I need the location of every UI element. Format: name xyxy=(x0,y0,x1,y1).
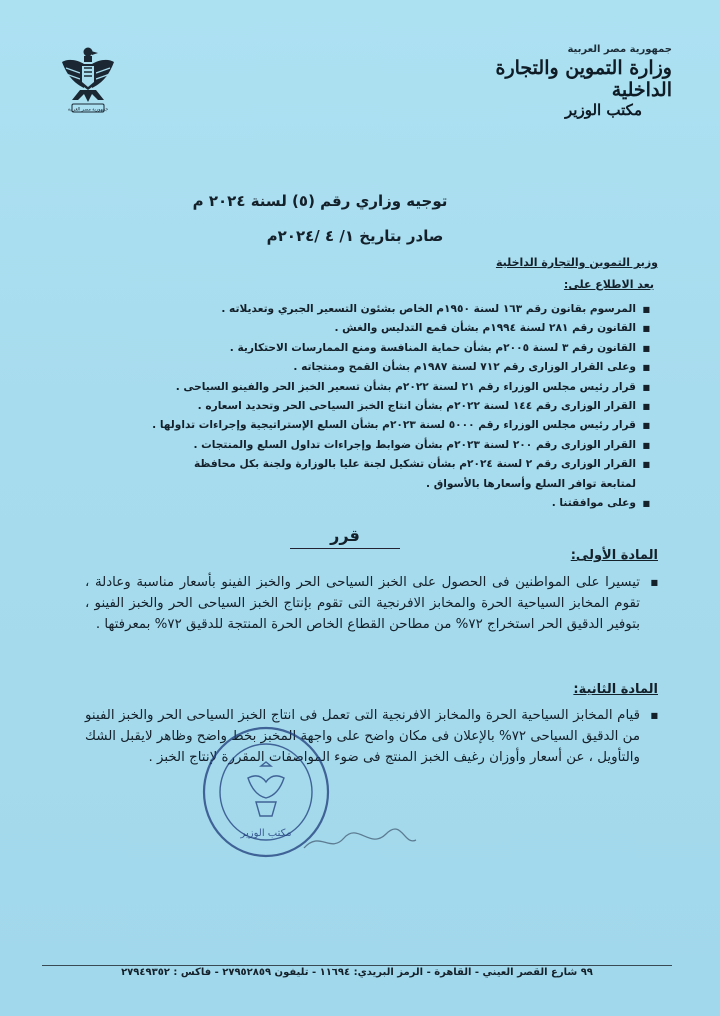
reference-item: ■ القرار الوزارى رقم ٢٠٠ لسنة ٢٠٢٣م بشأن ضوابط وإجراءات تداول السلع والمنتجات . xyxy=(90,436,650,455)
reference-item-continuation: لمتابعة توافر السلع وأسعارها بالأسواق . xyxy=(426,477,636,490)
signature-icon xyxy=(300,820,420,860)
article-2-bullet-icon: ■ xyxy=(650,711,658,720)
eagle-emblem-icon xyxy=(58,44,118,118)
reference-item: ■ وعلى موافقتنا . xyxy=(90,494,650,513)
reference-item: ■ القرار الوزارى رقم ١٤٤ لسنة ٢٠٢٢م بشأن انتاج الخبز السياحى الحر وتحديد اسعاره . xyxy=(90,397,650,416)
ministry-name: وزارة التموين والتجارة الداخلية xyxy=(495,57,672,101)
emblem-ribbon-text: جمهورية مصر العربية xyxy=(67,107,109,113)
article-1-title: المادة الأولى: xyxy=(570,548,658,563)
minister-heading: وزير التموين والتجارة الداخلية xyxy=(495,256,658,269)
directive-title: توجيه وزاري رقم (٥) لسنة ٢٠٢٤ م xyxy=(192,192,448,210)
reference-item: ■ القانون رقم ٣ لسنة ٢٠٠٥م بشأن حماية المنافسة ومنع الممارسات الاحتكارية . xyxy=(90,339,650,358)
references-list xyxy=(90,300,650,513)
reference-item: ■ قرار رئيس مجلس الوزراء رقم ٥٠٠٠ لسنة ٢٠٢٣م بشأن السلع الإستراتيجية وإجراءات تداولها . xyxy=(90,416,650,435)
reference-item: ■ قرار رئيس مجلس الوزراء رقم ٢١ لسنة ٢٠٢٢م بشأن تسعير الخبز الحر والفينو السياحى . xyxy=(90,378,650,397)
office-name: مكتب الوزير xyxy=(565,101,642,119)
article-2-body: قيام المخابز السياحية الحرة والمخابز الافرنجية التى تعمل فى انتاج الخبز السياحى الحر والخبز الفينو من الدقيق السياحى ٧٢% بالإعلان فى مكان واضح على واجهة المخبز بخط واضح وظاهر لايقبل الشك والتأويل ، عن أسعار وأوزان رغيف الخبز المنتج فى ضوء المواصفات المقررة لإنتاج الخبز . xyxy=(85,708,640,765)
issue-date: صادر بتاريخ ١/ ٤ /٢٠٢٤م xyxy=(266,227,444,245)
stamp-text: مكتب الوزير xyxy=(240,828,292,839)
article-2-title: المادة الثانية: xyxy=(573,682,658,697)
article-1-body: تيسيرا على المواطنين فى الحصول على الخبز السياحى الحر والخبز الفينو بأسعار مناسبة وعادلة ، تقوم المخابز السياحية الحرة والمخابز الافرنجية التى تقوم بإنتاج الخبز السياحى الحر والخبز الفينو ، بتوفير الدقيق الحر استخراج ٧٢% من مطاحن القطاع الخاص الحرة المنتجة للدقيق ٧٢% بمعرفتها . xyxy=(85,575,640,632)
reference-item: ■ القرار الوزارى رقم ٢ لسنة ٢٠٢٤م بشأن تشكيل لجنة عليا بالوزارة ولجنة بكل محافظة xyxy=(90,455,650,474)
review-label: بعد الاطلاع على: xyxy=(563,278,654,291)
footer-address: ٩٩ شارع القصر العيني - القاهرة - الرمز البريدي: ١١٦٩٤ - تليفون ٢٧٩٥٢٨٥٩ - فاكس : ٢٧٩٤٩٣٥٢ xyxy=(121,967,593,978)
reference-item: ■ القانون رقم ٢٨١ لسنة ١٩٩٤م بشأن قمع التدليس والغش . xyxy=(90,319,650,338)
article-1-bullet-icon: ■ xyxy=(650,578,658,587)
republic-label: جمهورية مصر العربية xyxy=(567,44,672,55)
decision-heading: قرر xyxy=(330,526,360,545)
reference-item: ■ المرسوم بقانون رقم ١٦٣ لسنة ١٩٥٠م الخاص بشئون التسعير الجبري وتعديلاته . xyxy=(90,300,650,319)
decision-underline xyxy=(290,548,400,549)
reference-item: ■ وعلى القرار الوزارى رقم ٧١٢ لسنة ١٩٨٧م بشأن القمح ومنتجاته . xyxy=(90,358,650,377)
footer-divider xyxy=(42,965,672,966)
letterhead xyxy=(482,44,672,119)
